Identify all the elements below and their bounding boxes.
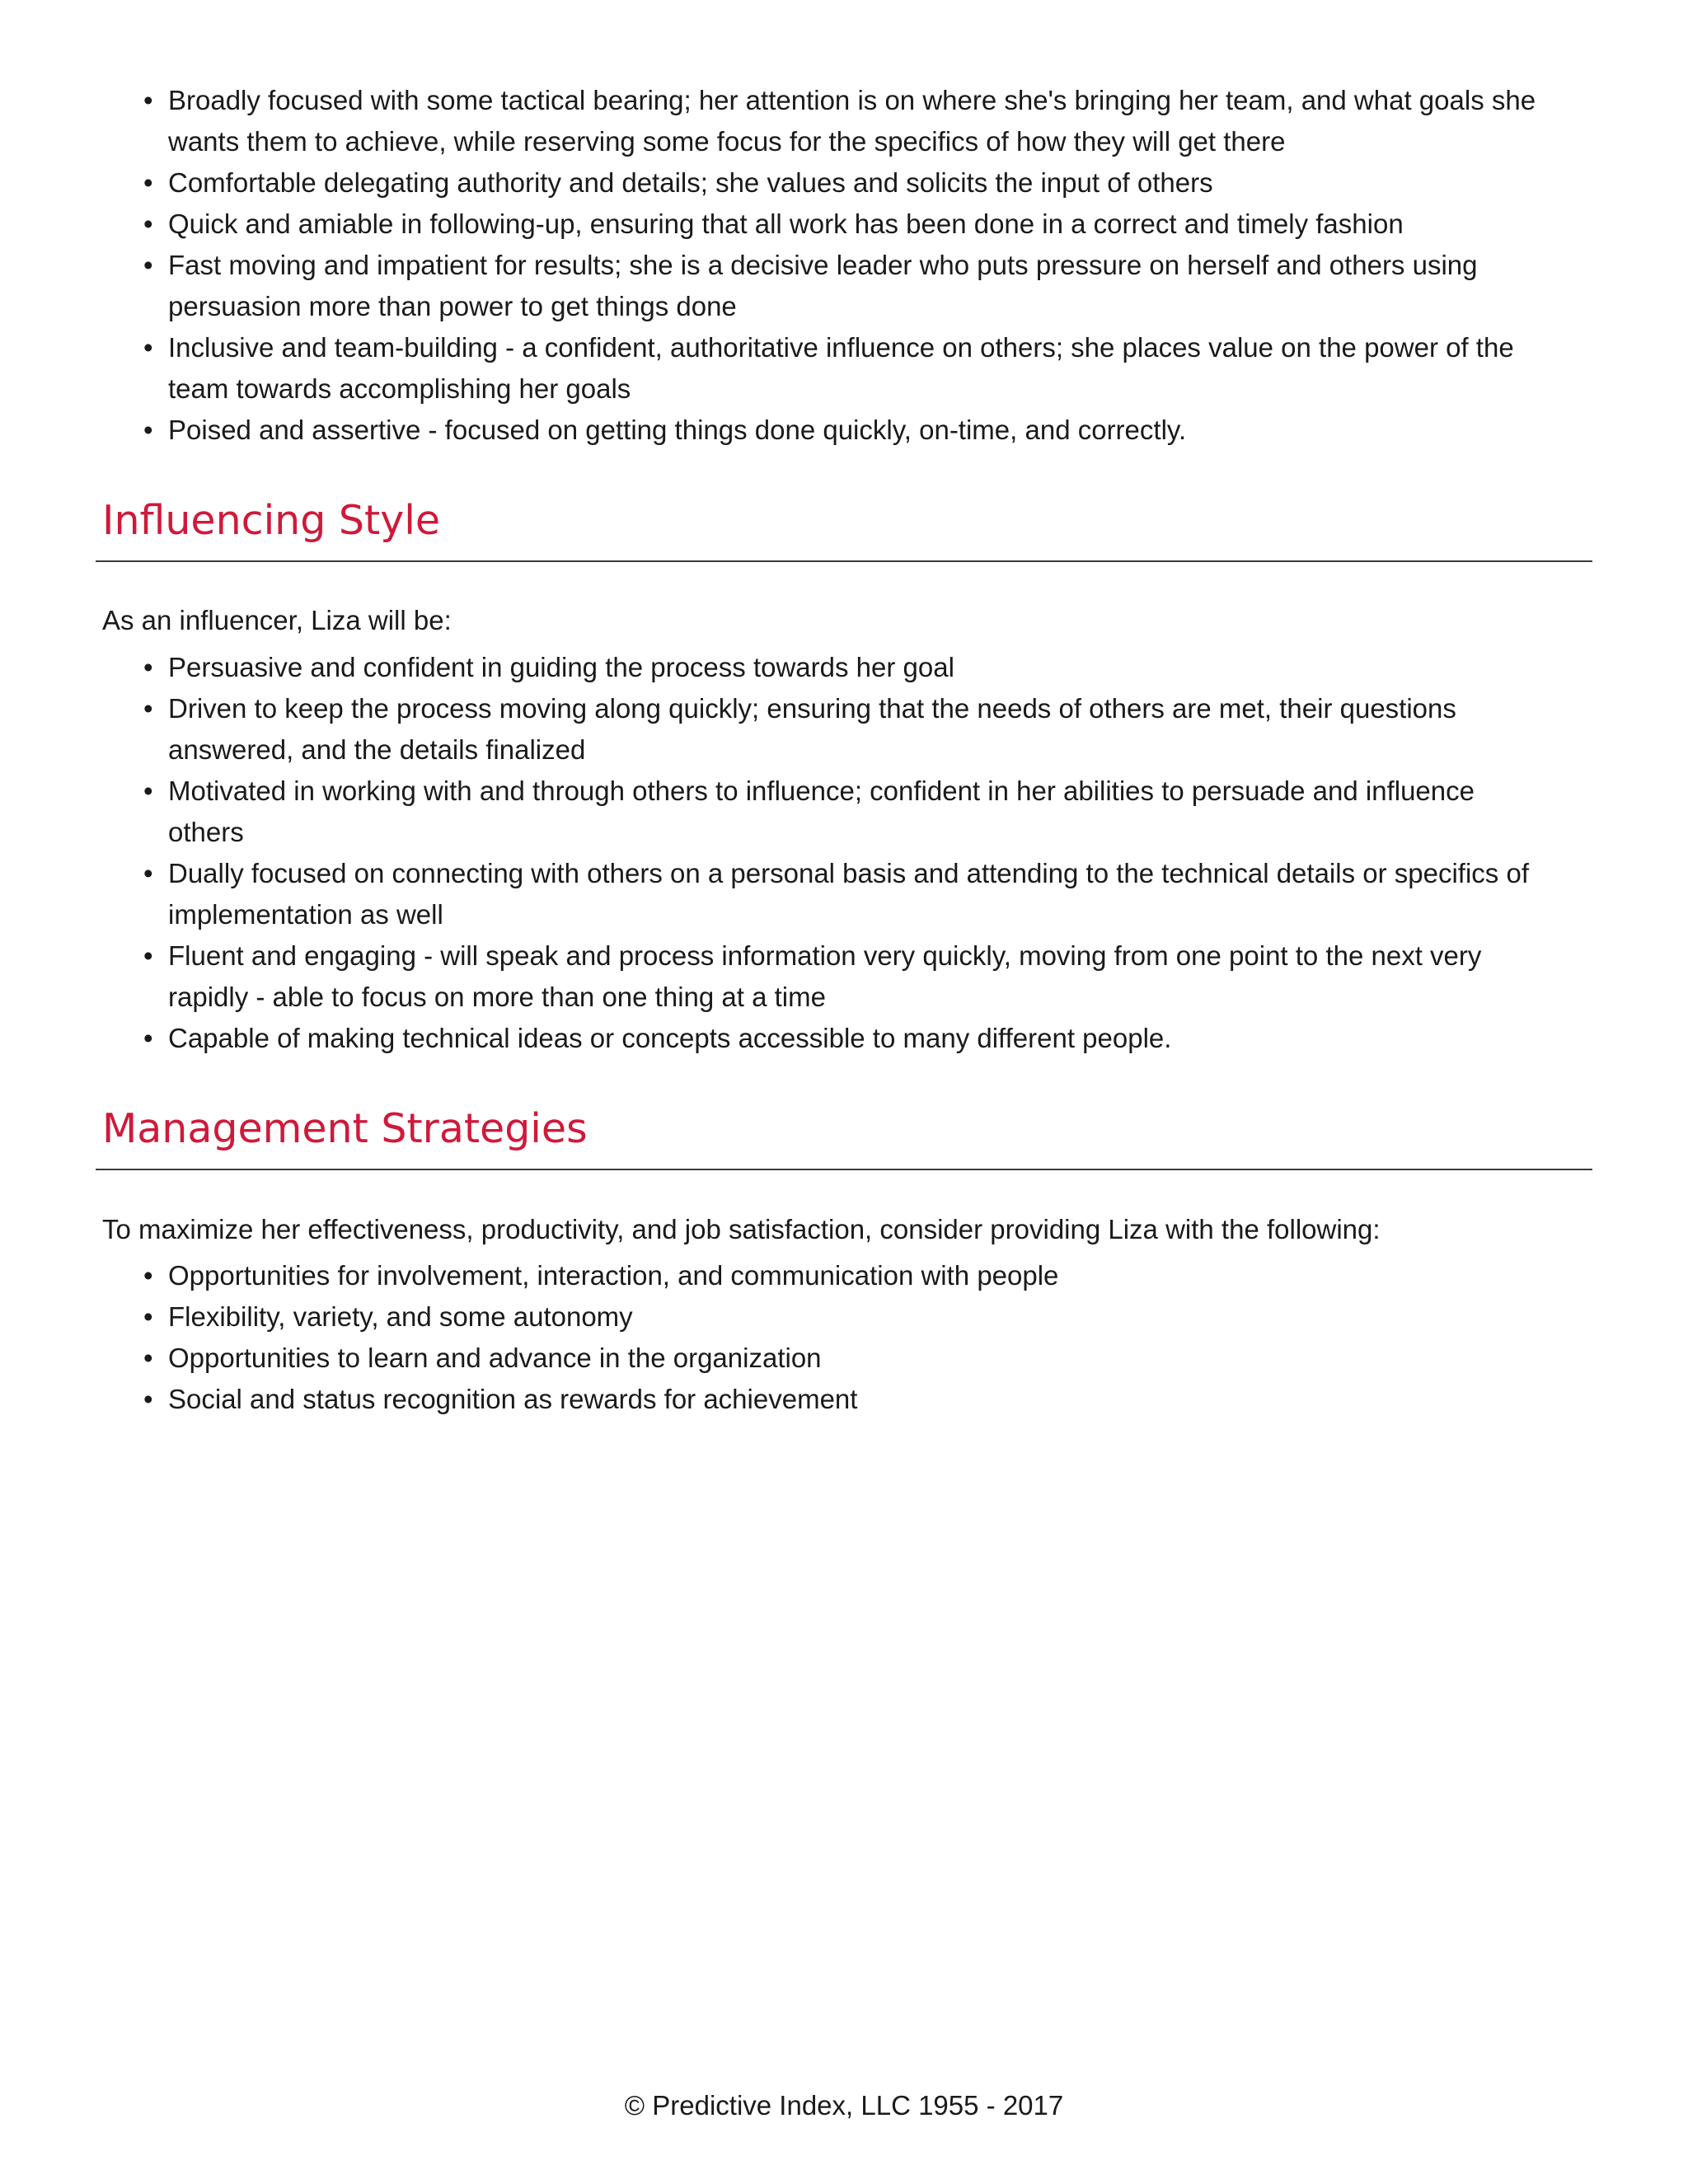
list-item [102,1255,1553,1296]
list-item [102,647,1553,688]
bullet-icon: • [143,1260,153,1291]
list-item [102,935,1553,1018]
list-item [102,1018,1553,1059]
list-item-text: Fluent and engaging - will speak and process information very quickly, moving from one point to the next very rapidly - able to focus on more than one thing at a time [168,940,1482,1012]
bullet-icon: • [143,85,153,115]
list-item [102,1379,1553,1420]
management-intro: To maximize her effectiveness, productivity, and job satisfaction, consider providing Liza with the following: [102,1214,1381,1244]
bullet-icon: • [143,693,153,724]
list-item-text: Opportunities for involvement, interaction, and communication with people [168,1260,1059,1291]
bullet-icon: • [143,1343,153,1373]
list-item-text: Fast moving and impatient for results; she is a decisive leader who puts pressure on herself and others using persuasion more than power to get things done [168,250,1478,321]
bullet-icon: • [143,250,153,280]
bullet-icon: • [143,940,153,971]
list-item [102,245,1553,327]
bullet-icon: • [143,652,153,682]
copyright-footer: © Predictive Index, LLC 1955 - 2017 [624,2090,1064,2121]
list-item [102,771,1553,853]
list-item-text: Opportunities to learn and advance in the organization [168,1343,822,1373]
bullet-icon: • [143,1023,153,1053]
list-item [102,204,1553,245]
list-item [102,80,1553,162]
list-item-text: Social and status recognition as rewards for achievement [168,1384,858,1414]
list-item-text: Poised and assertive - focused on getting things done quickly, on-time, and correctly. [168,415,1187,445]
influencing-bullet-list [0,647,1553,1059]
management-bullet-list [0,1255,1553,1420]
list-item-text: Capable of making technical ideas or concepts accessible to many different people. [168,1023,1172,1053]
list-item-text: Flexibility, variety, and some autonomy [168,1301,633,1332]
bullet-icon: • [143,858,153,888]
bullet-icon: • [143,1384,153,1414]
bullet-icon: • [143,776,153,806]
influencing-style-heading: Influencing Style [102,497,440,544]
list-item-text: Persuasive and confident in guiding the process towards her goal [168,652,954,682]
list-item-text: Quick and amiable in following-up, ensuring that all work has been done in a correct and timely fashion [168,209,1404,239]
bullet-icon: • [143,167,153,198]
list-item [102,162,1553,204]
list-item [102,1296,1553,1338]
bullet-icon: • [143,1301,153,1332]
influencing-intro: As an influencer, Liza will be: [102,605,452,635]
section-divider [96,560,1592,562]
leadership-bullet-list [0,80,1553,451]
bullet-icon: • [143,415,153,445]
list-item-text: Driven to keep the process moving along quickly; ensuring that the needs of others are met, their questions answered, and the details finalized [168,693,1456,765]
management-strategies-heading: Management Strategies [102,1105,588,1152]
list-item-text: Motivated in working with and through others to influence; confident in her abilities to persuade and influence others [168,776,1475,847]
list-item-text: Dually focused on connecting with others on a personal basis and attending to the technical details or specifics of implementation as well [168,858,1529,930]
list-item [102,1338,1553,1379]
list-item [102,853,1553,935]
list-item [102,688,1553,771]
list-item [102,327,1553,410]
list-item-text: Inclusive and team-building - a confident, authoritative influence on others; she places value on the power of the team towards accomplishing her goals [168,332,1514,404]
list-item-text: Comfortable delegating authority and details; she values and solicits the input of others [168,167,1213,198]
bullet-icon: • [143,209,153,239]
list-item [102,410,1553,451]
section-divider [96,1169,1592,1170]
bullet-icon: • [143,332,153,363]
list-item-text: Broadly focused with some tactical bearing; her attention is on where she's bringing her team, and what goals she wants them to achieve, while reserving some focus for the specifics of how they will get there [168,85,1536,157]
